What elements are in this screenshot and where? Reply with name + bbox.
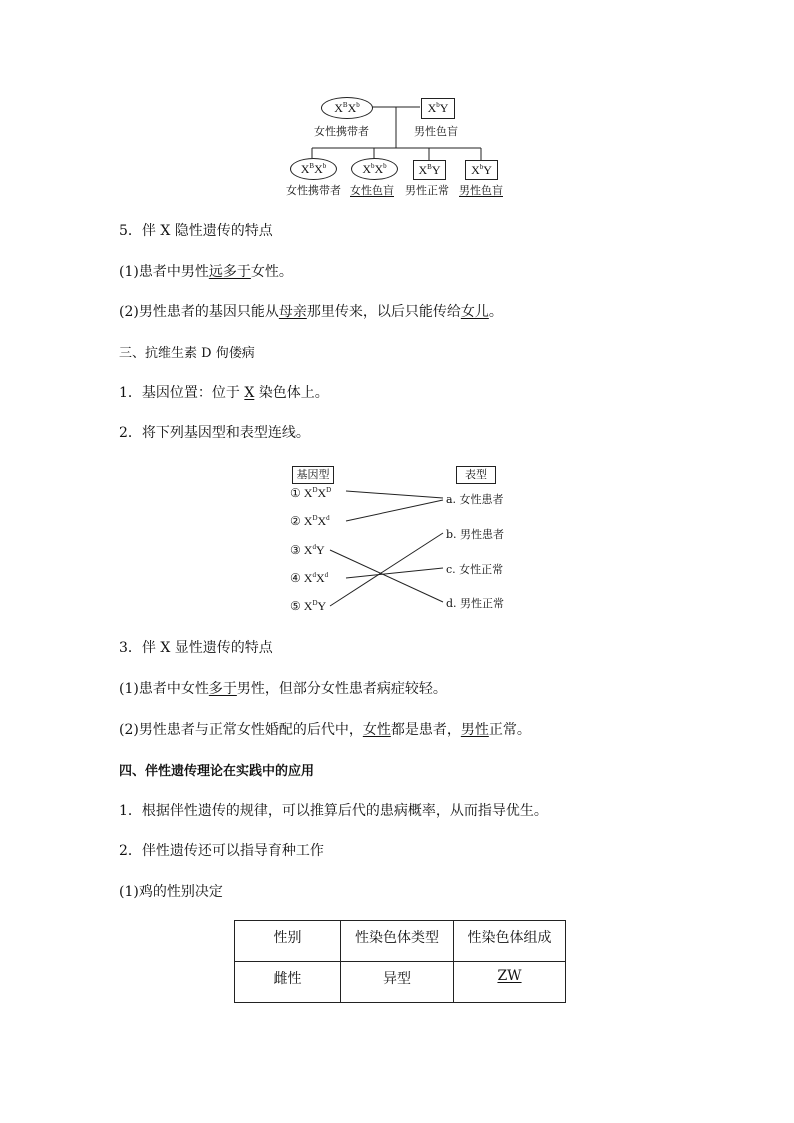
- sec5-heading: 5．伴 X 隐性遗传的特点: [119, 223, 273, 239]
- sec3-heading: 三、抗维生素 D 佝偻病: [119, 346, 255, 361]
- genotype-2: ② $X^DX^d$: [290, 514, 330, 528]
- phenotype-b: b. 男性患者: [446, 528, 505, 541]
- table-cell: 雌性: [235, 962, 341, 1003]
- sec3b-heading: 3．伴 X 显性遗传的特点: [119, 640, 273, 656]
- phenotype-title-box: 表型: [456, 466, 496, 484]
- table-row: [235, 962, 566, 1003]
- genotype-3: ③ $X^dY$: [290, 543, 325, 557]
- child-4-label: 男性色盲: [459, 184, 503, 197]
- parent-male-label: 男性色盲: [414, 125, 458, 138]
- parent-male-symbol: $X^bY$: [421, 98, 455, 119]
- sec4-item-2: 2．伴性遗传还可以指导育种工作: [119, 843, 324, 859]
- table-header-cell: 性染色体组成: [454, 921, 566, 962]
- sec4-item-1: 1．根据伴性遗传的规律，可以推算后代的患病概率，从而指导优生。: [119, 803, 548, 819]
- sec5-point-2: (2)男性患者的基因只能从母亲那里传来，以后只能传给女儿。: [119, 304, 503, 320]
- child-1-label: 女性携带者: [286, 184, 341, 197]
- child-3-label: 男性正常: [405, 184, 449, 197]
- child-2-symbol: $X^bX^b$: [351, 158, 398, 180]
- chicken-sex-table: [234, 920, 566, 1003]
- child-2-label: 女性色盲: [350, 184, 394, 197]
- genotype-title-box: 基因型: [292, 466, 334, 484]
- sec3b-point-2: (2)男性患者与正常女性婚配的后代中，女性都是患者，男性正常。: [119, 722, 531, 738]
- table-header-row: [235, 921, 566, 962]
- child-4-symbol: $X^bY$: [465, 160, 498, 180]
- table-cell: ZW: [454, 962, 566, 1003]
- sec4-heading: 四、伴性遗传理论在实践中的应用: [119, 764, 315, 779]
- sec3-item-1: 1．基因位置：位于 X 染色体上。: [119, 385, 329, 401]
- table-header-cell: 性染色体类型: [341, 921, 454, 962]
- parent-female-label: 女性携带者: [314, 125, 369, 138]
- genotype-5: ⑤ $X^DY$: [290, 599, 327, 613]
- child-3-symbol: $X^BY$: [413, 160, 446, 180]
- parent-female-symbol: $X^BX^b$: [321, 97, 373, 119]
- child-1-symbol: $X^BX^b$: [290, 158, 337, 180]
- table-cell: 异型: [341, 962, 454, 1003]
- phenotype-d: d. 男性正常: [446, 597, 505, 610]
- table-header-cell: 性别: [235, 921, 341, 962]
- sec4-item-3: (1)鸡的性别决定: [119, 884, 223, 900]
- phenotype-a: a. 女性患者: [446, 493, 504, 506]
- sec3b-point-1: (1)患者中女性多于男性，但部分女性患者病症较轻。: [119, 681, 447, 697]
- genotype-4: ④ $X^dX^d$: [290, 571, 329, 585]
- sec3-item-2: 2．将下列基因型和表型连线。: [119, 425, 310, 441]
- sec5-point-1: (1)患者中男性远多于女性。: [119, 264, 293, 280]
- genotype-1: ① $X^DX^D$: [290, 486, 332, 500]
- phenotype-c: c. 女性正常: [446, 563, 504, 576]
